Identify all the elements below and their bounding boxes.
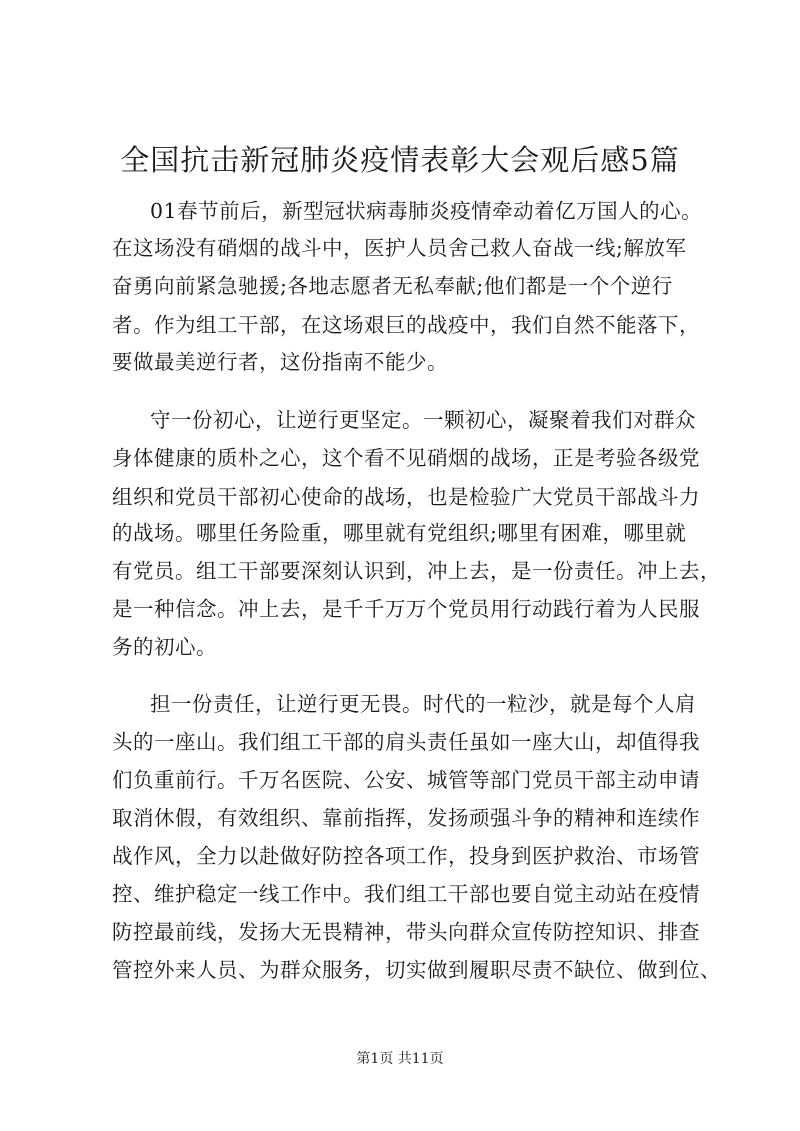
body-line: 的战场。哪里任务险重，哪里就有党组织;哪里有困难，哪里就 <box>112 521 687 545</box>
body-line: 在这场没有硝烟的战斗中，医护人员舍己救人奋战一线;解放军 <box>112 236 687 260</box>
body-line: 奋勇向前紧急驰援;各地志愿者无私奉献;他们都是一个个逆行 <box>112 274 673 298</box>
body-line: 要做最美逆行者，这份指南不能少。 <box>112 350 448 374</box>
body-line: 守一份初心，让逆行更坚定。一颗初心，凝聚着我们对群众 <box>150 408 696 432</box>
body-line: 们负重前行。千万名医院、公安、城管等部门党员干部主动申请 <box>112 768 700 792</box>
body-line: 组织和党员干部初心使命的战场，也是检验广大党员干部战斗力 <box>112 485 700 509</box>
body-line: 务的初心。 <box>112 635 217 659</box>
body-line: 有党员。组工干部要深刻认识到，冲上去，是一份责任。冲上去， <box>112 559 721 583</box>
document-title: 全国抗击新冠肺炎疫情表彰大会观后感5篇 <box>120 143 680 177</box>
body-line: 头的一座山。我们组工干部的肩头责任虽如一座大山，却值得我 <box>112 730 700 754</box>
body-line: 取消休假，有效组织、靠前指挥，发扬顽强斗争的精神和连续作 <box>112 806 700 830</box>
body-line: 控、维护稳定一线工作中。我们组工干部也要自觉主动站在疫情 <box>112 882 700 906</box>
body-line: 是一种信念。冲上去，是千千万万个党员用行动践行着为人民服 <box>112 597 700 621</box>
body-line: 防控最前线，发扬大无畏精神，带头向群众宣传防控知识、排查 <box>112 920 700 944</box>
body-line: 者。作为组工干部，在这场艰巨的战疫中，我们自然不能落下， <box>112 313 700 337</box>
body-line: 担一份责任，让逆行更无畏。时代的一粒沙，就是每个人肩 <box>150 692 696 716</box>
body-line: 管控外来人员、为群众服务，切实做到履职尽责不缺位、做到位、 <box>112 958 721 982</box>
body-line: 01春节前后，新型冠状病毒肺炎疫情牵动着亿万国人的心。 <box>150 199 703 223</box>
body-line: 战作风，全力以赴做好防控各项工作，投身到医护救治、市场管 <box>112 844 700 868</box>
page-number-footer: 第1页 共11页 <box>356 1051 444 1067</box>
body-line: 身体健康的质朴之心，这个看不见硝烟的战场，正是考验各级党 <box>112 446 700 470</box>
